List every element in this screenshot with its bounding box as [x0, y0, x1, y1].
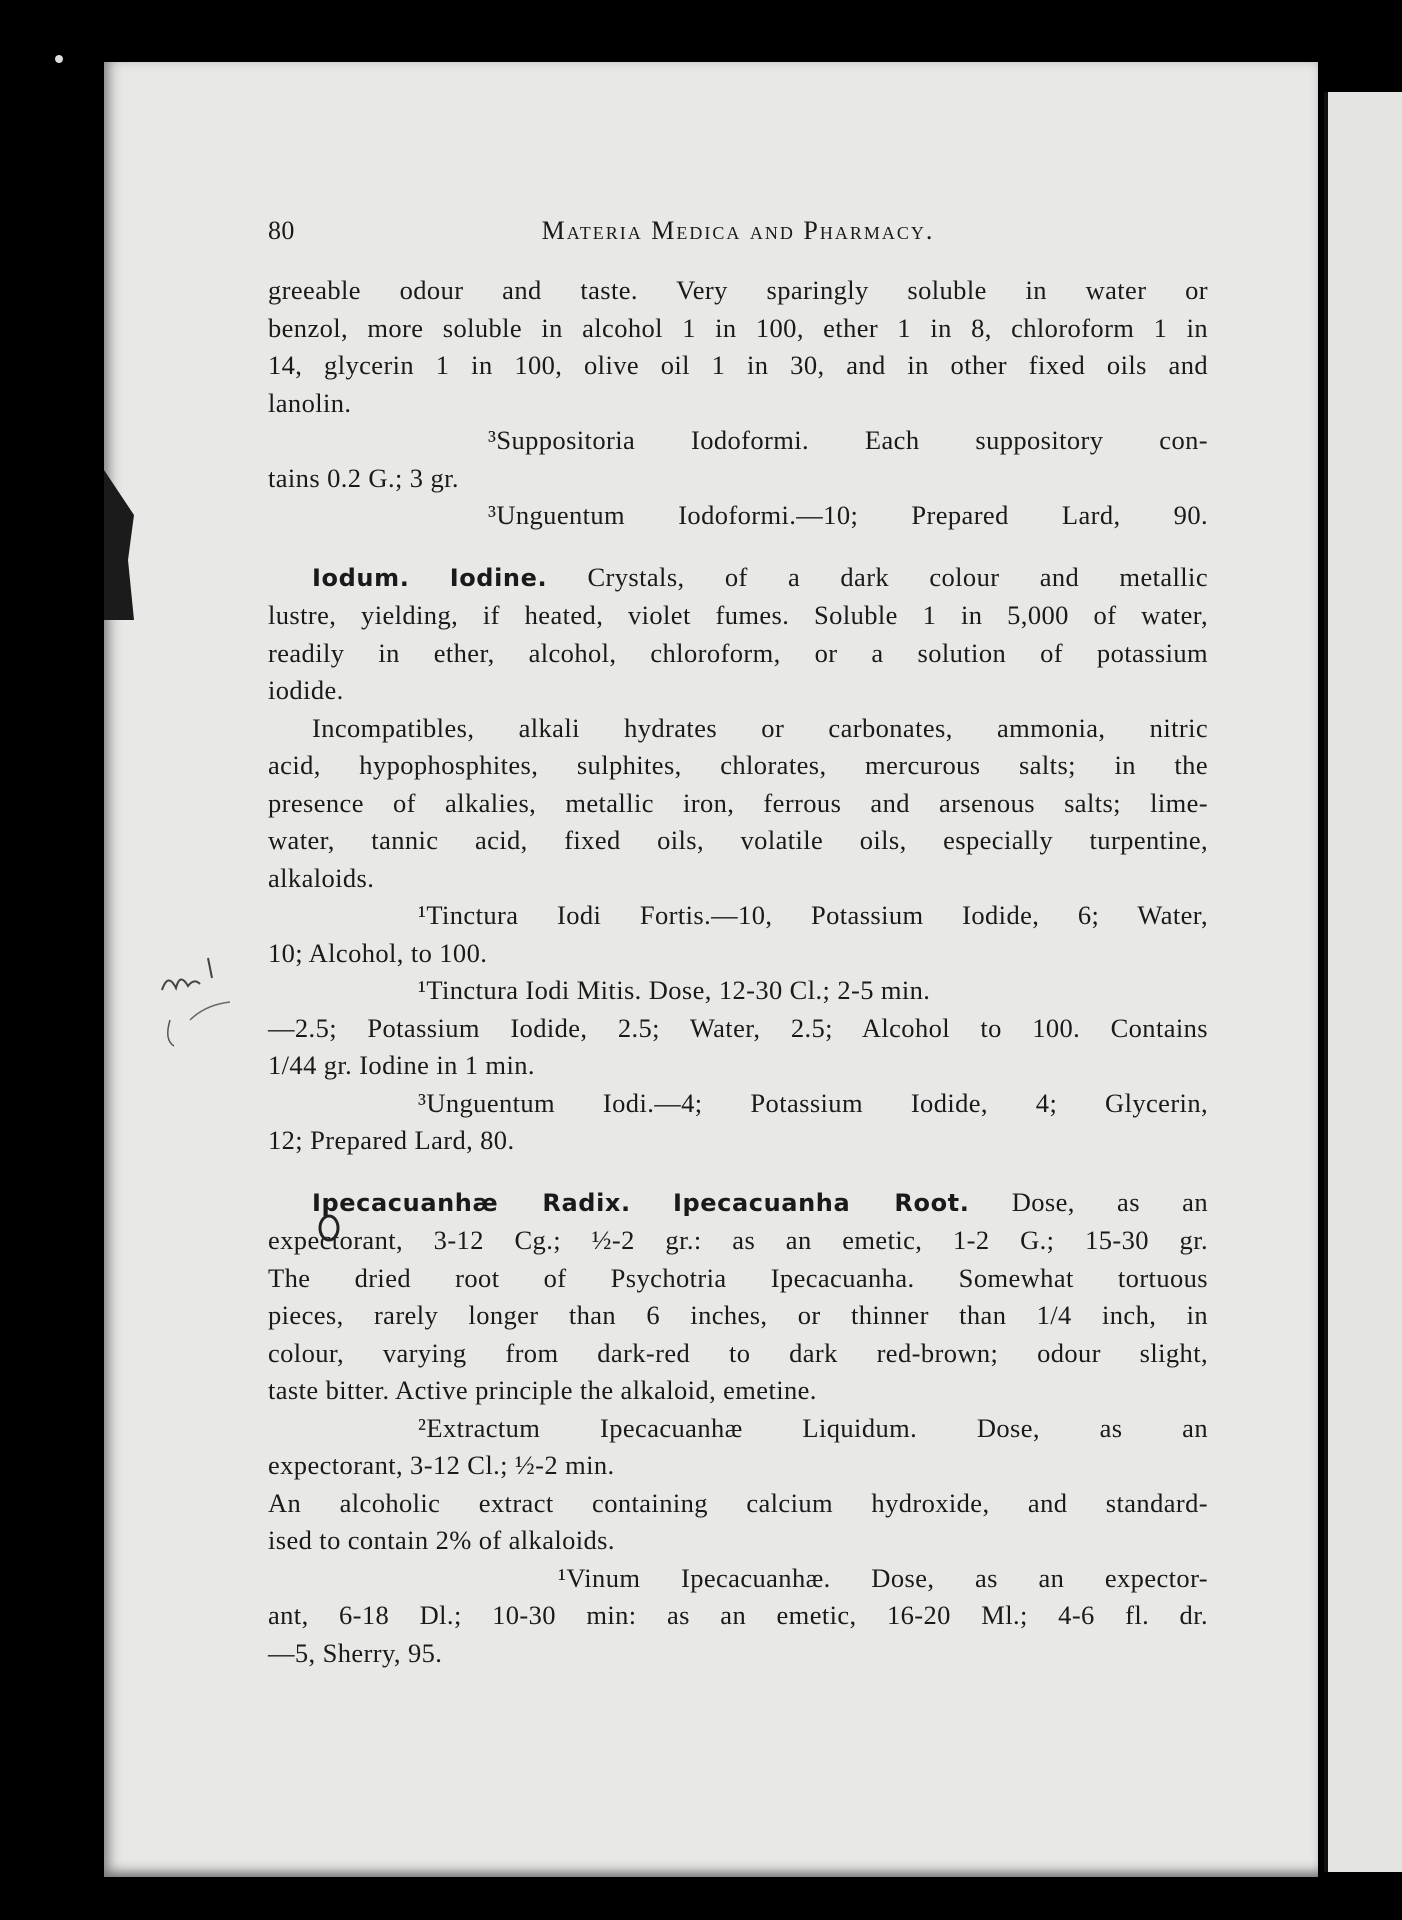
- tinctura-fortis-a: ¹Tinctura Iodi Fortis.—10, Potassium Iodide, 6; Water,: [418, 900, 1208, 930]
- vinum-c: —5, Sherry, 95.: [268, 1637, 443, 1668]
- facing-page-edge: [1324, 92, 1402, 1872]
- page-text: [268, 212, 1208, 1672]
- vinum-a: ¹Vinum Ipecacuanhæ. Dose, as an expector-: [558, 1562, 1208, 1593]
- page-header: [268, 212, 1208, 272]
- ipecac-desc-e: colour, varying from dark-red to dark red-brown; odour slight,: [268, 1337, 1208, 1368]
- ipecac-title: Ipecacuanhæ Radix.: [312, 1188, 631, 1217]
- ipecac-heading-line: [268, 1184, 1208, 1223]
- iodum-desc-d: iodide.: [268, 675, 344, 705]
- incompat-a: Incompatibles, alkali hydrates or carbonates, ammonia, nitric: [312, 712, 1208, 743]
- iodum-desc-b: lustre, yielding, if heated, violet fumes. Soluble 1 in 5,000 of water,: [268, 600, 1208, 630]
- incompat-e: alkaloids.: [268, 862, 375, 893]
- iodoform-line-d: lanolin.: [268, 387, 352, 418]
- iodoform-line-a: greeable odour and taste. Very sparingly soluble in water or: [268, 275, 1208, 305]
- extractum-d: ised to contain 2% of alkaloids.: [268, 1525, 615, 1555]
- running-head: Materia Medica and Pharmacy.: [541, 216, 935, 245]
- tinctura-mitis-c: 1/44 gr. Iodine in 1 min.: [268, 1050, 535, 1080]
- incompat-b: acid, hypophosphites, sulphites, chlorates, mercurous salts; in the: [268, 750, 1208, 780]
- unguentum-iodi-a: ³Unguentum Iodi.—4; Potassium Iodide, 4; Glycerin,: [418, 1087, 1208, 1118]
- iodoform-line-c: 14, glycerin 1 in 100, olive oil 1 in 30, and in other fixed oils and: [268, 350, 1208, 380]
- extractum-b: expectorant, 3-12 Cl.; ½-2 min.: [268, 1450, 615, 1480]
- ipecac-desc-c: The dried root of Psychotria Ipecacuanha. Somewhat tortuous: [268, 1262, 1208, 1293]
- extractum-a: ²Extractum Ipecacuanhæ Liquidum. Dose, as an: [418, 1412, 1208, 1443]
- iodum-title-en: Iodine.: [449, 563, 548, 592]
- tinctura-mitis-a: ¹Tinctura Iodi Mitis. Dose, 12-30 Cl.; 2-5 min.: [418, 975, 931, 1005]
- page-number: 80: [268, 216, 295, 245]
- unguentum-iodoformi: ³Unguentum Iodoformi.—10; Prepared Lard, 90.: [488, 500, 1208, 530]
- ipecac-desc-f: taste bitter. Active principle the alkaloid, emetine.: [268, 1375, 817, 1405]
- ipecac-title-en: Ipecacuanha Root.: [672, 1188, 970, 1217]
- incompat-c: presence of alkalies, metallic iron, ferrous and arsenous salts; lime-: [268, 787, 1208, 818]
- ipecac-desc-b: expectorant, 3-12 Cg.; ½-2 gr.: as an emetic, 1-2 G.; 15-30 gr.: [268, 1225, 1208, 1255]
- handwritten-circle-mark: [316, 1213, 342, 1243]
- tinctura-fortis-b: 10; Alcohol, to 100.: [268, 937, 488, 968]
- incompat-d: water, tannic acid, fixed oils, volatile oils, especially turpentine,: [268, 825, 1208, 855]
- suppositoria-line-a: ³Suppositoria Iodoformi. Each suppository con-: [488, 425, 1208, 455]
- iodum-desc-c: readily in ether, alcohol, chloroform, or a solution of potassium: [268, 637, 1208, 668]
- suppositoria-line-b: tains 0.2 G.; 3 gr.: [268, 462, 459, 493]
- iodum-desc-a: Crystals, of a dark colour and metallic: [547, 561, 1208, 592]
- vinum-b: ant, 6-18 Dl.; 10-30 min: as an emetic, 16-20 Ml.; 4-6 fl. dr.: [268, 1600, 1208, 1630]
- handwritten-margin-mark: [150, 950, 270, 1060]
- unguentum-iodi-b: 12; Prepared Lard, 80.: [268, 1125, 515, 1155]
- iodoform-line-b: benzol, more soluble in alcohol 1 in 100, ether 1 in 8, chloroform 1 in: [268, 312, 1208, 343]
- ipecac-desc-a: Dose, as an: [969, 1186, 1208, 1217]
- tinctura-mitis-b: —2.5; Potassium Iodide, 2.5; Water, 2.5; Alcohol to 100. Contains: [268, 1012, 1208, 1043]
- scan-speck: [55, 55, 63, 63]
- iodum-title: Iodum.: [312, 563, 410, 592]
- extractum-c: An alcoholic extract containing calcium hydroxide, and standard-: [268, 1487, 1208, 1518]
- iodum-heading-line: [268, 559, 1208, 598]
- ipecac-desc-d: pieces, rarely longer than 6 inches, or thinner than 1/4 inch, in: [268, 1300, 1208, 1330]
